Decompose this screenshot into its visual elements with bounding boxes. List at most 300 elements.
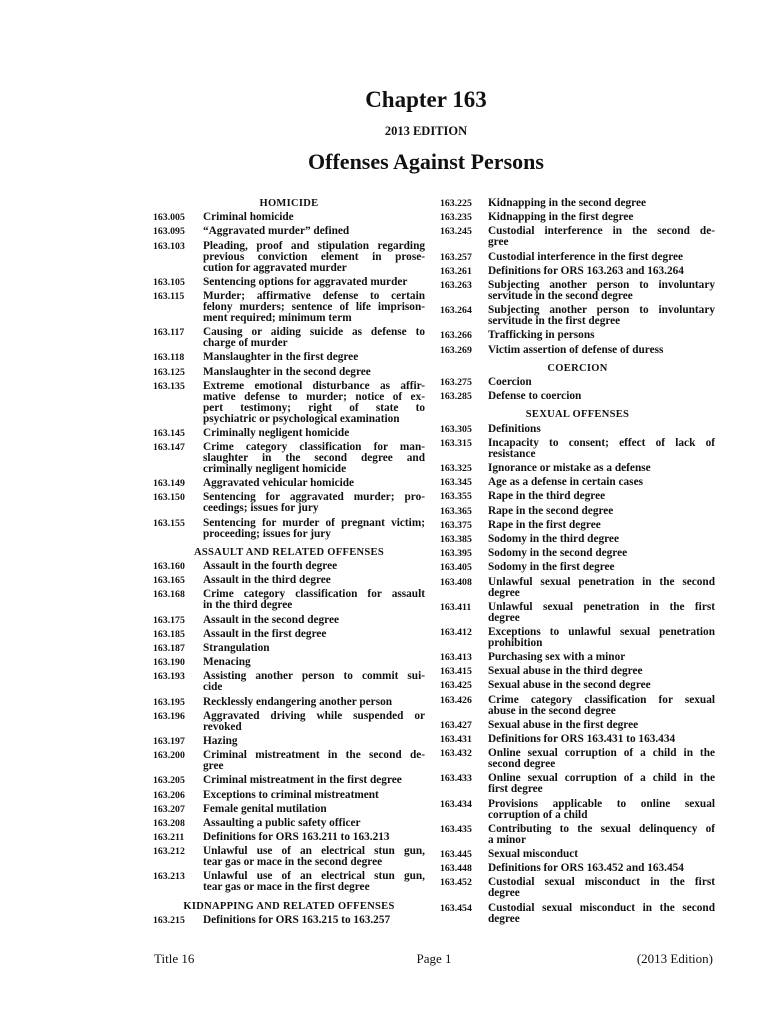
section-title-line: Exceptions to unlawful sexual penetration [488, 625, 715, 638]
section-title [488, 520, 715, 531]
section-title-line: prohibition [488, 636, 543, 649]
section-title [203, 697, 425, 708]
toc-entry [153, 492, 425, 514]
section-title [203, 352, 425, 363]
section-number: 163.257 [440, 251, 472, 263]
toc-entry [153, 327, 425, 349]
toc-heading: SEXUAL OFFENSES [525, 409, 630, 421]
section-title-line: Trafficking in persons [488, 329, 595, 342]
section-title [488, 748, 715, 770]
section-title-line: first degree [488, 783, 543, 796]
section-number: 163.412 [440, 626, 472, 638]
toc-entry [440, 773, 715, 795]
edition-label: 2013 EDITION [384, 124, 468, 138]
toc-entry [153, 711, 425, 733]
section-title [203, 589, 425, 611]
section-title-line: degree [488, 611, 520, 624]
section-title-line: Unlawful use of an electrical stun gun, [203, 845, 425, 858]
section-title [488, 438, 715, 460]
section-title [203, 736, 425, 747]
section-title [203, 832, 425, 843]
section-title-line: Contributing to the sexual delinquency of [488, 822, 715, 835]
section-title-line: Crime category classification for man- [203, 441, 425, 454]
section-title-line: Causing or aiding suicide as defense to [203, 326, 425, 339]
section-title-line: Custodial sexual misconduct in the second [488, 901, 715, 914]
toc-entry [153, 589, 425, 611]
section-title-line: ceedings; issues for jury [203, 502, 319, 515]
section-number: 163.261 [440, 265, 472, 277]
section-number: 163.269 [440, 344, 472, 356]
section-title-line: cution for aggravated murder [203, 261, 347, 274]
section-title-line: Sexual abuse in the third degree [488, 665, 643, 678]
section-title-line: Definitions for ORS 163.211 to 163.213 [203, 831, 390, 844]
section-title [488, 773, 715, 795]
section-title-line: Rape in the first degree [488, 518, 601, 531]
section-title-line: Subjecting another person to involuntary [488, 278, 715, 291]
section-title-line: Ignorance or mistake as a defense [488, 462, 651, 475]
toc-entry [153, 790, 425, 801]
section-title-line: Criminal homicide [203, 211, 294, 224]
section-title-line: Victim assertion of defense of duress [488, 343, 664, 356]
section-title-line: charge of murder [203, 337, 288, 350]
section-title [488, 377, 715, 388]
section-title-line: gree [488, 236, 509, 249]
section-number: 163.431 [440, 734, 472, 746]
section-number: 163.149 [153, 478, 185, 490]
section-number: 163.005 [153, 212, 185, 224]
section-title-line: Custodial interference in the second de- [488, 225, 715, 238]
section-title [488, 463, 715, 474]
section-title [203, 818, 425, 829]
section-title [488, 849, 715, 860]
section-title [203, 846, 425, 868]
section-title-line: Definitions for ORS 163.452 and 163.454 [488, 862, 684, 875]
section-title-line: Aggravated vehicular homicide [203, 477, 355, 490]
section-title [203, 428, 425, 439]
toc-entry [440, 577, 715, 599]
toc-entry [153, 915, 425, 926]
section-number: 163.413 [440, 652, 472, 664]
toc-entry [440, 666, 715, 677]
section-number: 163.208 [153, 817, 185, 829]
toc-entry [153, 871, 425, 893]
toc-entry [440, 266, 715, 277]
toc-entry [153, 428, 425, 439]
section-number: 163.117 [153, 327, 185, 339]
section-title-line: Unlawful use of an electrical stun gun, [203, 870, 425, 883]
section-number: 163.206 [153, 789, 185, 801]
toc-entry [440, 252, 715, 263]
section-title [488, 602, 715, 624]
section-number: 163.118 [153, 352, 185, 364]
toc-right-column [440, 198, 715, 928]
section-title-line: Exceptions to criminal mistreatment [203, 788, 379, 801]
section-title [488, 345, 715, 356]
section-title [203, 790, 425, 801]
section-title [203, 915, 425, 926]
section-title-line: Provisions applicable to online sexual [488, 797, 715, 810]
section-title [203, 212, 425, 223]
section-title-line: Sodomy in the first degree [488, 561, 615, 574]
toc-entry [153, 352, 425, 363]
toc-entry [153, 561, 425, 572]
section-title-line: Assault in the first degree [203, 627, 327, 640]
section-title-line: Kidnapping in the second degree [488, 197, 646, 209]
section-number: 163.385 [440, 533, 472, 545]
section-title-line: previous conviction element in prose- [203, 250, 425, 263]
toc-entry [153, 846, 425, 868]
section-title-line: Sodomy in the second degree [488, 547, 628, 560]
section-number: 163.426 [440, 694, 472, 706]
section-title [488, 477, 715, 488]
toc-entry [153, 629, 425, 640]
section-title [488, 903, 715, 925]
section-title [203, 561, 425, 572]
section-title [488, 198, 715, 209]
section-title [203, 711, 425, 733]
toc-entry [440, 824, 715, 846]
section-number: 163.263 [440, 279, 472, 291]
toc-entry [440, 280, 715, 302]
toc-heading: ASSAULT AND RELATED OFFENSES [194, 546, 384, 558]
section-number: 163.448 [440, 863, 472, 875]
section-number: 163.168 [153, 589, 185, 601]
section-number: 163.145 [153, 427, 185, 439]
section-title-line: gree [203, 760, 224, 773]
toc-entry [440, 226, 715, 248]
section-number: 163.190 [153, 657, 185, 669]
section-title [203, 671, 425, 693]
section-number: 163.365 [440, 505, 472, 517]
section-title [488, 877, 715, 899]
toc-entry [153, 291, 425, 324]
section-title-line: Manslaughter in the second degree [203, 365, 371, 378]
section-title-line: mative defense to murder; notice of ex- [203, 390, 425, 403]
section-title-line: Assault in the second degree [203, 613, 339, 626]
section-title [488, 627, 715, 649]
section-number: 163.345 [440, 477, 472, 489]
section-number: 163.375 [440, 519, 472, 531]
section-title-line: Definitions for ORS 163.431 to 163.434 [488, 733, 676, 746]
section-title [488, 252, 715, 263]
section-title-line: Assault in the fourth degree [203, 560, 338, 573]
section-number: 163.235 [440, 212, 472, 224]
section-number: 163.445 [440, 848, 472, 860]
toc-entry [440, 506, 715, 517]
toc-entry [153, 615, 425, 626]
toc-entry [440, 863, 715, 874]
section-number: 163.211 [153, 832, 185, 844]
section-number: 163.325 [440, 463, 472, 475]
section-number: 163.197 [153, 735, 185, 747]
section-number: 163.433 [440, 773, 472, 785]
toc-entry [440, 377, 715, 388]
section-title-line: Crime category classification for sexual [488, 693, 715, 706]
section-title-line: tear gas or mace in the second degree [203, 856, 383, 869]
toc-entry [440, 602, 715, 624]
section-number: 163.434 [440, 798, 472, 810]
section-title [203, 277, 425, 288]
section-title [488, 266, 715, 277]
section-title-line: Female genital mutilation [203, 802, 327, 815]
section-title [203, 241, 425, 274]
section-number: 163.193 [153, 671, 185, 683]
section-title [488, 799, 715, 821]
section-number: 163.150 [153, 492, 185, 504]
toc-entry [153, 381, 425, 425]
toc-entry [153, 750, 425, 772]
section-title [488, 863, 715, 874]
section-title [488, 720, 715, 731]
toc-entry [153, 367, 425, 378]
section-number: 163.125 [153, 366, 185, 378]
toc-entry [440, 438, 715, 460]
section-number: 163.212 [153, 846, 185, 858]
section-title-line: servitude in the second degree [488, 289, 633, 302]
section-title-line: resistance [488, 447, 536, 460]
toc-entry [153, 277, 425, 288]
section-title-line: Sexual abuse in the first degree [488, 718, 639, 731]
section-title-line: Rape in the second degree [488, 504, 614, 517]
section-number: 163.264 [440, 305, 472, 317]
toc-entry [440, 212, 715, 223]
section-title-line: Subjecting another person to involuntary [488, 304, 715, 317]
section-title-line: Assisting another person to commit sui- [203, 670, 425, 683]
section-title-line: Criminally negligent homicide [203, 426, 350, 439]
section-title [203, 575, 425, 586]
section-number: 163.425 [440, 680, 472, 692]
section-title [488, 305, 715, 327]
section-number: 163.408 [440, 576, 472, 588]
section-title-line: a minor [488, 833, 526, 846]
toc-entry [440, 562, 715, 573]
section-title-line: psychiatric or psychological examination [203, 412, 400, 425]
toc-entry [153, 518, 425, 540]
toc-entry [440, 734, 715, 745]
section-number: 163.196 [153, 710, 185, 722]
toc-entry [440, 491, 715, 502]
section-title-line: Assaulting a public safety officer [203, 816, 361, 829]
section-title-line: Incapacity to consent; effect of lack of [488, 436, 715, 449]
section-title-line: Crime category classification for assault [203, 588, 425, 601]
section-title-line: Murder; affirmative defense to certain [203, 289, 425, 302]
toc-entry [153, 643, 425, 654]
section-title-line: “Aggravated murder” defined [203, 225, 350, 238]
section-title-line: Definitions for ORS 163.215 to 163.257 [203, 913, 391, 926]
section-title [488, 226, 715, 248]
section-number: 163.200 [153, 750, 185, 762]
section-title [203, 442, 425, 475]
section-title-line: ment required; minimum term [203, 311, 352, 324]
section-number: 163.095 [153, 226, 185, 238]
section-title [488, 424, 715, 435]
toc-entry [153, 832, 425, 843]
section-title-line: Online sexual corruption of a child in the [488, 747, 715, 760]
section-title [488, 491, 715, 502]
section-title-line: second degree [488, 758, 556, 771]
section-title-line: Custodial sexual misconduct in the first [488, 876, 715, 889]
section-title [203, 657, 425, 668]
section-number: 163.452 [440, 877, 472, 889]
section-number: 163.355 [440, 491, 472, 503]
section-title [203, 518, 425, 540]
section-number: 163.175 [153, 614, 185, 626]
toc-entry [153, 226, 425, 237]
section-number: 163.454 [440, 902, 472, 914]
section-title-line: degree [488, 912, 520, 925]
section-title [203, 478, 425, 489]
footer-edition: (2013 Edition) [636, 951, 713, 966]
section-title-line: pert testimony; right of state to [203, 401, 425, 414]
section-title-line: Hazing [203, 734, 238, 747]
section-title-line: Sexual misconduct [488, 847, 579, 860]
section-title-line: Manslaughter in the first degree [203, 351, 359, 364]
toc-entry [440, 680, 715, 691]
section-number: 163.395 [440, 548, 472, 560]
section-title [203, 615, 425, 626]
section-title-line: abuse in the second degree [488, 704, 616, 717]
section-number: 163.160 [153, 561, 185, 573]
section-number: 163.135 [153, 380, 185, 392]
section-title [488, 695, 715, 717]
section-title-line: in the third degree [203, 599, 293, 612]
section-title-line: Extreme emotional disturbance as affir- [203, 379, 425, 392]
section-title [488, 666, 715, 677]
footer-page-number: Page 1 [416, 951, 452, 966]
section-number: 163.275 [440, 376, 472, 388]
toc-entry [153, 671, 425, 693]
toc-entry [440, 520, 715, 531]
section-number: 163.103 [153, 240, 185, 252]
toc-entry [153, 657, 425, 668]
section-title-line: Criminal mistreatment in the first degree [203, 774, 402, 787]
section-title [203, 492, 425, 514]
section-title-line: Recklessly endangering another person [203, 695, 393, 708]
section-title-line: Definitions for ORS 163.263 and 163.264 [488, 264, 684, 277]
section-title-line: Pleading, proof and stipulation regarding [203, 239, 425, 252]
section-title-line: Unlawful sexual penetration in the first [488, 600, 715, 613]
toc-entry [440, 391, 715, 402]
section-title-line: revoked [203, 720, 242, 733]
section-title [488, 280, 715, 302]
section-number: 163.205 [153, 775, 185, 787]
section-title-line: Sexual abuse in the second degree [488, 679, 651, 692]
section-title [488, 734, 715, 745]
section-title-line: Strangulation [203, 642, 270, 655]
section-number: 163.245 [440, 226, 472, 238]
section-title [488, 212, 715, 223]
section-title-line: Age as a defense in certain cases [488, 476, 643, 489]
toc-entry [440, 330, 715, 341]
section-title-line: criminally negligent homicide [203, 463, 347, 476]
section-number: 163.411 [440, 601, 472, 613]
section-title [203, 367, 425, 378]
toc-entry [440, 477, 715, 488]
section-title-line: Definitions [488, 422, 541, 435]
section-title-line: Rape in the third degree [488, 490, 606, 503]
section-title-line: Assault in the third degree [203, 574, 331, 587]
toc-entry [440, 720, 715, 731]
section-title [488, 562, 715, 573]
toc-entry [153, 775, 425, 786]
section-number: 163.155 [153, 517, 185, 529]
section-title [203, 871, 425, 893]
section-title-line: corruption of a child [488, 808, 588, 821]
section-title [203, 629, 425, 640]
toc-entry [153, 804, 425, 815]
toc-entry [153, 697, 425, 708]
section-title-line: degree [488, 887, 520, 900]
section-title-line: Unlawful sexual penetration in the second [488, 575, 715, 588]
toc-entry [440, 534, 715, 545]
section-title [488, 577, 715, 599]
section-title [488, 330, 715, 341]
chapter-title: Chapter 163 [365, 87, 487, 112]
toc-heading: HOMICIDE [259, 198, 319, 209]
footer-title: Title 16 [154, 951, 195, 966]
section-number: 163.195 [153, 696, 185, 708]
section-number: 163.165 [153, 575, 185, 587]
toc-entry [440, 627, 715, 649]
toc-entry [153, 241, 425, 274]
section-title [488, 680, 715, 691]
toc-entry [440, 903, 715, 925]
section-number: 163.435 [440, 823, 472, 835]
section-title-line: Sentencing options for aggravated murder [203, 275, 408, 288]
section-number: 163.147 [153, 442, 185, 454]
section-title-line: Purchasing sex with a minor [488, 651, 626, 664]
section-title-line: Online sexual corruption of a child in the [488, 772, 715, 785]
section-title-line: Custodial interference in the first degree [488, 250, 684, 263]
toc-entry [440, 849, 715, 860]
section-number: 163.213 [153, 871, 185, 883]
toc-left-column [153, 198, 425, 929]
toc-entry [153, 442, 425, 475]
section-number: 163.187 [153, 643, 185, 655]
section-number: 163.225 [440, 198, 472, 209]
section-title-line: degree [488, 586, 520, 599]
section-title [488, 391, 715, 402]
section-title [203, 804, 425, 815]
toc-entry [153, 478, 425, 489]
section-title-line: Aggravated driving while suspended or [203, 709, 425, 722]
section-number: 163.105 [153, 276, 185, 288]
toc-entry [153, 736, 425, 747]
section-title [203, 226, 425, 237]
section-title [488, 506, 715, 517]
toc-entry [153, 212, 425, 223]
section-title-line: cide [203, 681, 223, 694]
section-title-line: Criminal mistreatment in the second de- [203, 749, 425, 762]
section-number: 163.315 [440, 437, 472, 449]
section-number: 163.215 [153, 914, 185, 926]
section-title-line: Sentencing for aggravated murder; pro- [203, 491, 425, 504]
section-number: 163.405 [440, 562, 472, 574]
section-title [203, 327, 425, 349]
section-title [488, 548, 715, 559]
section-title [203, 750, 425, 772]
toc-entry [440, 424, 715, 435]
section-title [203, 381, 425, 425]
section-title-line: felony murders; sentence of life imprison- [203, 300, 425, 313]
section-title-line: Menacing [203, 656, 251, 669]
section-number: 163.207 [153, 803, 185, 815]
section-number: 163.427 [440, 719, 472, 731]
section-number: 163.115 [153, 290, 185, 302]
section-title-line: Coercion [488, 375, 532, 388]
section-title-line: servitude in the first degree [488, 315, 621, 328]
section-title [203, 291, 425, 324]
